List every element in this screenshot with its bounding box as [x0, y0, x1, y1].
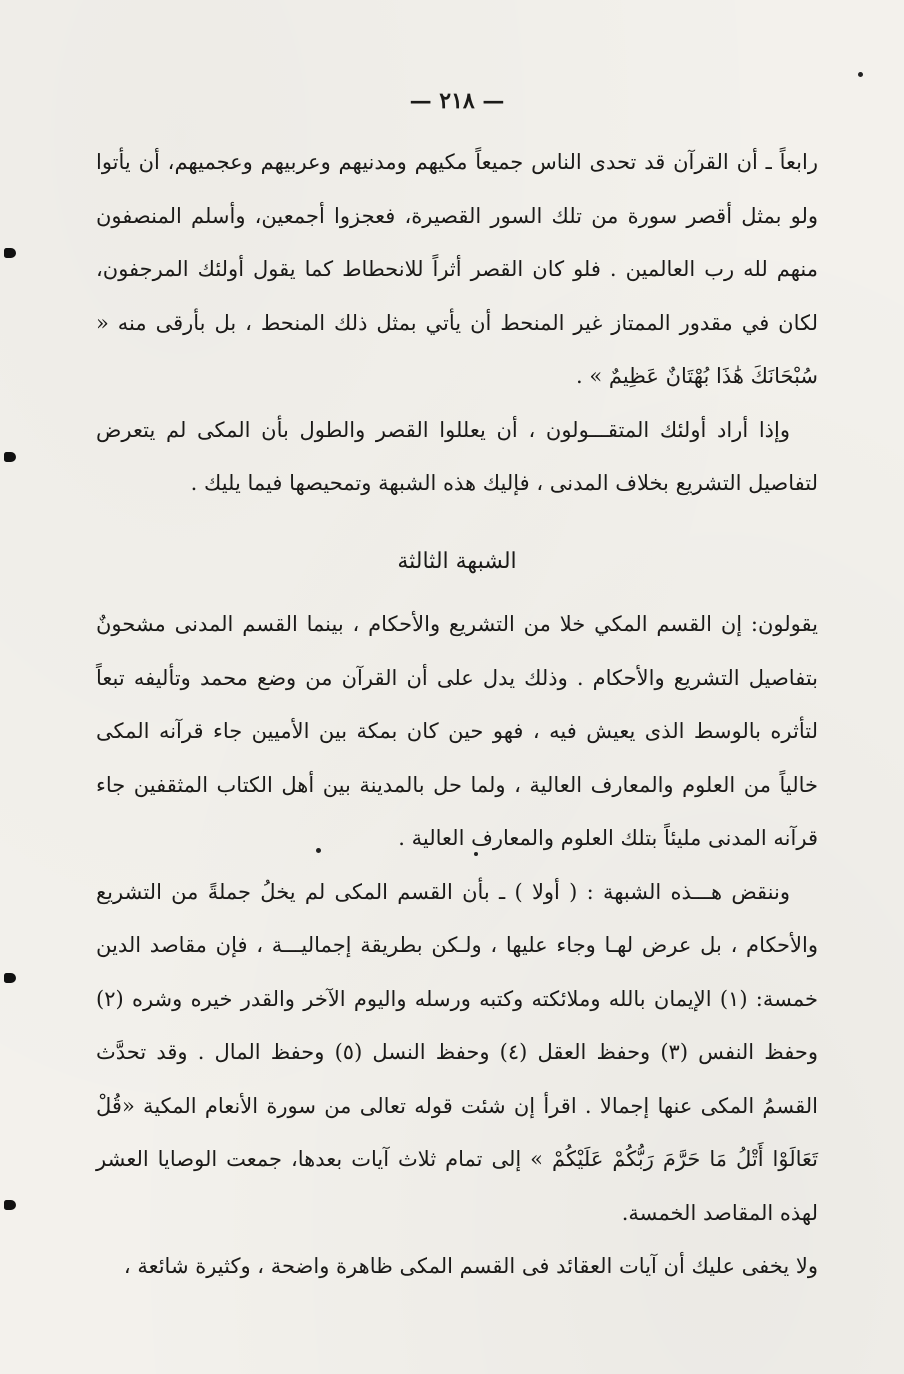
section-heading: الشبهة الثالثة [397, 548, 517, 574]
paragraph-transition: وإذا أراد أولئك المتقـــولون ، أن يعللوا القصر والطول بأن المكى لم يتعرض لتفاصيل التشريع بخلاف المدنى ، فإليك هذه الشبهة وتمحيصها فيما يليك . [96, 417, 818, 495]
ink-speck [858, 72, 863, 77]
binding-mark [4, 452, 16, 462]
binding-mark [4, 1200, 16, 1210]
paragraph-final-line: ولا يخفى عليك أن آيات العقائد فى القسم المكى ظاهرة واضحة ، وكثيرة شائعة ، [123, 1254, 818, 1278]
paragraph-fourth-point: رابعاً ـ أن القرآن قد تحدى الناس جميعاً مكيهم ومدنيهم وعربيهم وعجميهم، أن يأتوا ولو بمثل أقصر سورة من تلك السور القصيرة، فعجزوا أجمعين، وأسلم المنصفون منهم لله رب العالمين . فلو كان القصر أثراً للانحطاط كما يقول أولئك المرجفون، لكان في مقدور الممتاز غير المنحط أن يأتي بمثل ذلك المنحط ، بل بأرقى منه « سُبْحَانَكَ هَٰذَا بُهْتَانٌ عَظِيمٌ » . [96, 150, 818, 388]
binding-mark [4, 248, 16, 258]
ink-speck [316, 848, 321, 853]
binding-mark [4, 973, 16, 983]
page-number: — ٢١٨ — [409, 88, 505, 114]
ink-speck [474, 852, 478, 856]
paragraph-rebuttal: وننقض هـــذه الشبهة : ( أولا ) ـ بأن القسم المكى لم يخلُ جملةً من التشريع والأحكام ، بل عرض لهـا وجاء عليها ، ولـكن بطريقة إجماليـــة ، فإن مقاصد الدين خمسة: (١) الإيمان بالله وملائكته وكتبه ورسله واليوم الآخر والقدر خيره وشره (٢) وحفظ النفس (٣) وحفظ العقل (٤) وحفظ النسل (٥) وحفظ المال . وقد تحدَّث القسمُ المكى عنها إجمالا . اقرأ إن شئت قوله تعالى من سورة الأنعام المكية «قُلْ تَعَالَوْا أَتْلُ مَا حَرَّمَ رَبُّكُمْ عَلَيْكُمْ » إلى تمام ثلاث آيات بعدها، جمعت الوصايا العشر لهذه المقاصد الخمسة. [96, 879, 818, 1225]
paragraph-claim: يقولون: إن القسم المكي خلا من التشريع والأحكام ، بينما القسم المدنى مشحونٌ بتفاصيل التشريع والأحكام . وذلك يدل على أن القرآن من وضع محمد وتأليفه تبعاً لتأثره بالوسط الذى يعيش فيه ، فهو حين كان بمكة بين الأميين جاء قرآنه المكى خالياً من العلوم والمعارف العالية ، ولما حل بالمدينة بين أهل الكتاب المثقفين جاء قرآنه المدنى مليئاً بتلك العلوم والمعارف العالية . [96, 612, 818, 850]
